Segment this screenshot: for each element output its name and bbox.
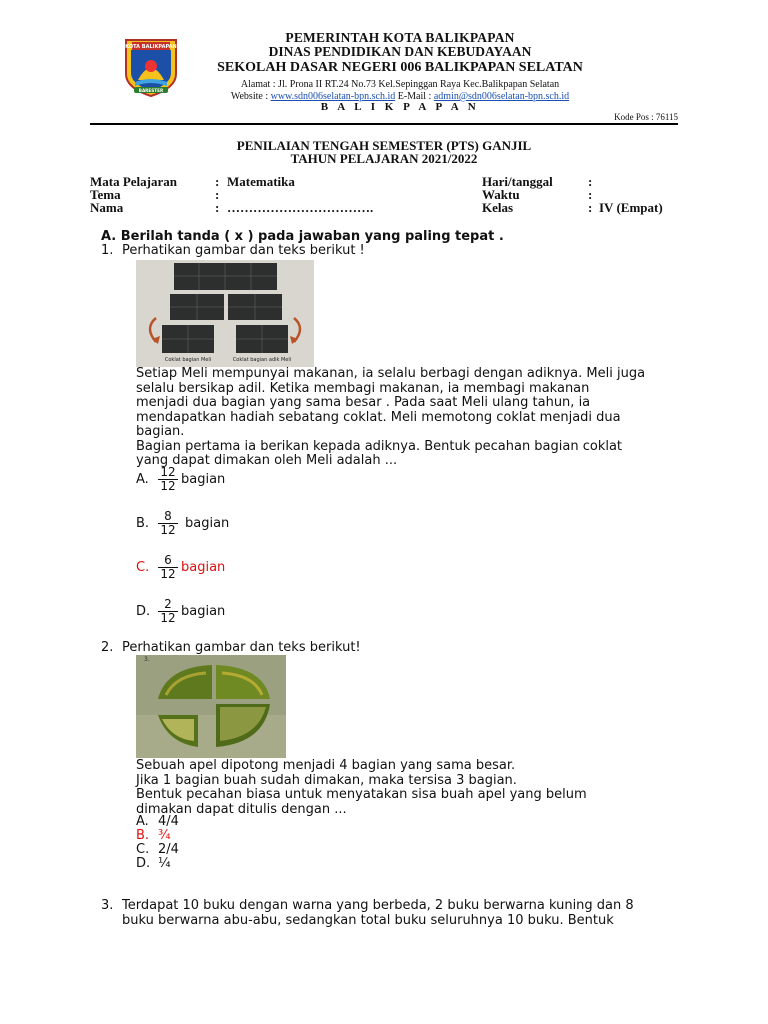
fraction-numerator: 12 [158,466,178,480]
fraction-numerator: 6 [158,554,178,568]
website-link[interactable]: www.sdn006selatan-bpn.sch.id [270,91,396,102]
exam-year: TAHUN PELAJARAN 2021/2022 [290,151,478,166]
exam-title: PENILAIAN TENGAH SEMESTER (PTS) GANJIL [236,138,532,153]
fraction-numerator: 8 [158,510,178,524]
logo-top-text: KOTA BALIKPAPAN [125,44,177,50]
q1-text-line: selalu bersikap adil. Ketika membagi makanan, ia membagi makanan [136,380,590,396]
fraction-denominator: 12 [160,523,176,537]
q1-option-c-letter[interactable]: C. [136,560,150,575]
q1-text-line: bagian. [136,424,185,439]
letterhead-government: PEMERINTAH KOTA BALIKPAPAN [285,30,515,45]
q2-option-d-value: ¼ [158,856,171,871]
q1-option-a-fraction [158,466,178,493]
q2-option-b-value: ¾ [158,828,171,843]
fraction-denominator: 12 [160,479,176,493]
q1-caption-left: Coklat bagian Meli [164,357,212,363]
q2-text-line: Bentuk pecahan biasa untuk menyatakan sisa buah apel yang belum [136,787,587,802]
q1-option-d-suffix: bagian [181,604,226,619]
q1-number: 1. [101,243,114,258]
q2-text-line: dimakan dapat ditulis dengan ... [136,801,347,817]
q1-option-b-letter[interactable]: B. [136,516,150,531]
q2-text-line: Sebuah apel dipotong menjadi 4 bagian yang sama besar. [136,758,516,773]
q2-text-line: Jika 1 bagian buah sudah dimakan, maka tersisa 3 bagian. [136,772,517,788]
email-link[interactable]: admin@sdn006selatan-bpn.sch.id [433,91,570,102]
q1-option-d-letter[interactable]: D. [136,604,151,619]
q1-text-line: Bagian pertama ia berikan kepada adiknya. Bentuk pecahan bagian coklat [136,438,623,454]
q3-text-line: buku berwarna abu-abu, sedangkan total buku seluruhnya 10 buku. Bentuk [122,912,614,928]
info-nama-label: Nama [90,200,124,215]
q1-caption-right: Coklat bagian adik Meli [232,357,292,363]
info-kelas-value: IV (Empat) [599,200,663,215]
section-a-instruction: A. Berilah tanda ( x ) pada jawaban yang paling tepat . [101,229,504,244]
q2-option-a-letter[interactable]: A. [136,814,149,829]
q2-number: 2. [101,640,114,655]
fraction-denominator: 12 [160,567,176,581]
logo-bottom-text: BARESTER [138,87,164,93]
info-colon: : [215,174,220,189]
email-label: E-Mail : [397,91,432,102]
q1-option-d-fraction [158,598,178,625]
fraction-denominator: 12 [160,611,176,625]
website-label: Website : [230,91,269,102]
q1-option-a-suffix: bagian [181,472,226,487]
letterhead-address: Alamat : Jl. Prona II RT.24 No.73 Kel.Sepinggan Raya Kec.Balikpapan Selatan [240,79,560,90]
q1-option-b-fraction [158,510,178,537]
info-colon: : [215,187,220,202]
q1-chocolate-image [136,260,314,367]
q1-intro: Perhatikan gambar dan teks berikut ! [122,243,365,258]
letterhead-city: B A L I K P A P A N [320,101,480,113]
q2-option-c-letter[interactable]: C. [136,842,150,857]
fraction-numerator: 2 [158,598,178,612]
q1-option-c-fraction [158,554,178,581]
q1-text-line: Setiap Meli mempunyai makanan, ia selalu berbagi dengan adiknya. Meli juga [136,366,646,381]
q1-option-c-suffix: bagian [181,560,226,575]
q1-option-a-letter[interactable]: A. [136,472,149,487]
letterhead-department: DINAS PENDIDIKAN DAN KEBUDAYAAN [268,44,532,59]
q3-number: 3. [101,898,114,913]
info-tema-label: Tema [90,187,121,202]
info-colon: : [588,200,593,215]
q2-option-b-letter[interactable]: B. [136,828,150,843]
q1-option-b-suffix: bagian [185,516,230,531]
q1-text-line: mendapatkan hadiah sebatang coklat. Meli memotong coklat menjadi dua [136,409,621,425]
q3-text-line: Terdapat 10 buku dengan warna yang berbeda, 2 buku berwarna kuning dan 8 [122,898,634,913]
info-colon: : [215,200,220,215]
info-colon: : [588,187,593,202]
letterhead-school: SEKOLAH DASAR NEGERI 006 BALIKPAPAN SELATAN [217,60,583,75]
letterhead-divider [90,123,678,125]
info-waktu-label: Waktu [482,187,520,202]
q2-image-label: 3. [144,656,150,663]
q2-option-c-value: 2/4 [158,842,179,857]
info-nama-value[interactable]: ……………………………. [227,200,374,215]
q2-apple-image [136,655,286,758]
info-mapel-value: Matematika [227,174,295,189]
postal-code: Kode Pos : 76115 [614,112,678,122]
info-mapel-label: Mata Pelajaran [90,174,178,189]
q1-text-line: yang dapat dimakan oleh Meli adalah ... [136,453,398,468]
info-colon: : [588,174,593,189]
q2-option-d-letter[interactable]: D. [136,856,151,871]
info-hari-label: Hari/tanggal [482,174,553,189]
q1-text-line: menjadi dua bagian yang sama besar . Pada saat Meli ulang tahun, ia [136,395,591,410]
q2-option-a-value: 4/4 [158,814,179,829]
info-kelas-label: Kelas [482,200,514,215]
q2-intro: Perhatikan gambar dan teks berikut! [122,640,361,655]
